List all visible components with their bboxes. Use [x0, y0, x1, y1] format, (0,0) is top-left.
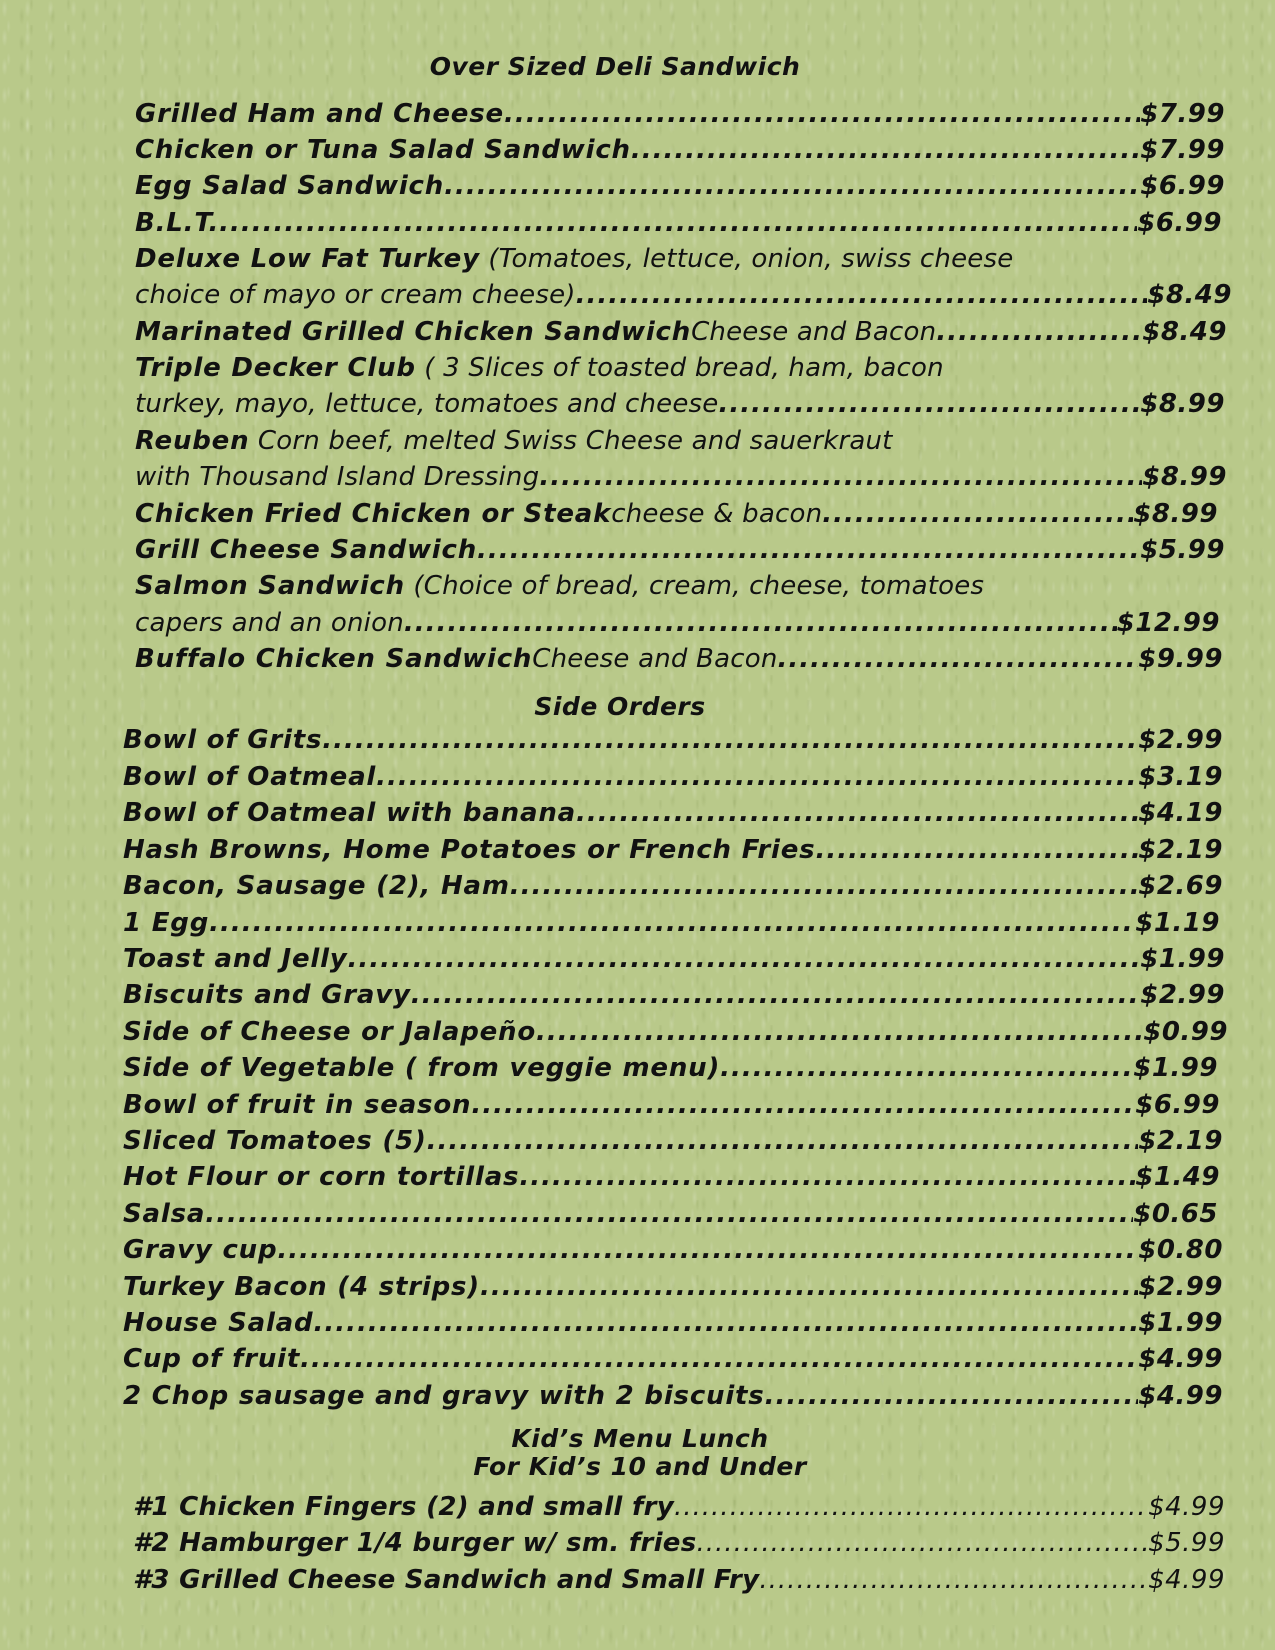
- menu-item-oatmeal-banana: [123, 795, 1223, 831]
- item-name: Gravy cup: [123, 1235, 278, 1265]
- menu-item-side-vegetable: [123, 1050, 1218, 1086]
- dot-leader: [576, 277, 1148, 313]
- dot-leader: [631, 132, 1140, 168]
- dot-leader: [504, 96, 1140, 132]
- menu-item-triple-decker-line1: [135, 350, 944, 386]
- kids-item-grilled-cheese: [133, 1562, 1225, 1598]
- item-price: $0.80: [1138, 1235, 1223, 1265]
- item-price: $1.19: [1135, 908, 1220, 938]
- sides-section-title: Side Orders: [534, 692, 706, 721]
- item-description: capers and an onion: [135, 608, 404, 638]
- item-name: Bowl of Oatmeal: [123, 762, 377, 792]
- item-name: Salmon Sandwich: [135, 571, 405, 601]
- item-description: Corn beef, melted Swiss Cheese and sauerkraut: [249, 426, 893, 456]
- dot-leader: [674, 1489, 1148, 1525]
- item-name: #1 Chicken Fingers (2) and small fry: [133, 1492, 674, 1522]
- dot-leader: [205, 1196, 1133, 1232]
- item-name: House Salad: [123, 1308, 314, 1338]
- deli-section-title: Over Sized Deli Sandwich: [429, 52, 801, 81]
- menu-item-cheese-jalapeno: [123, 1014, 1228, 1050]
- item-name: Grill Cheese Sandwich: [135, 535, 478, 565]
- menu-item-chicken-fried-steak: [135, 496, 1218, 532]
- item-price: $0.65: [1133, 1199, 1218, 1229]
- item-name: Bacon, Sausage (2), Ham: [123, 871, 510, 901]
- dot-leader: [376, 759, 1138, 795]
- dot-leader: [427, 1123, 1139, 1159]
- item-name: Bowl of Grits: [123, 725, 323, 755]
- item-price: $5.99: [1140, 535, 1225, 565]
- item-price: $4.99: [1138, 1381, 1223, 1411]
- item-name: Triple Decker Club: [135, 353, 416, 383]
- item-name: Hash Browns, Home Potatoes or French Fries: [123, 835, 816, 865]
- menu-item-tortillas: [123, 1159, 1220, 1195]
- item-price: $7.99: [1140, 99, 1225, 129]
- menu-item-one-egg: [123, 905, 1220, 941]
- menu-item-gravy-cup: [123, 1232, 1223, 1268]
- item-name: #3 Grilled Cheese Sandwich and Small Fry: [133, 1565, 760, 1595]
- kids-item-hamburger: [133, 1525, 1225, 1561]
- menu-item-hash-browns: [123, 832, 1223, 868]
- menu-item-turkey-bacon: [123, 1269, 1223, 1305]
- item-name: Toast and Jelly: [123, 944, 348, 974]
- menu-item-reuben-line1: [135, 423, 893, 459]
- dot-leader: [778, 641, 1139, 677]
- item-description: choice of mayo or cream cheese): [135, 280, 576, 310]
- dot-leader: [720, 1050, 1133, 1086]
- item-name: Chicken Fried Chicken or Steak: [135, 499, 612, 529]
- item-name: Cup of fruit: [123, 1344, 301, 1374]
- item-description: Cheese and Bacon: [532, 644, 778, 674]
- kids-item-chicken-fingers: [133, 1489, 1225, 1525]
- dot-leader: [209, 905, 1135, 941]
- dot-leader: [519, 1159, 1135, 1195]
- dot-leader: [219, 205, 1137, 241]
- item-name: Hot Flour or corn tortillas: [123, 1162, 520, 1192]
- menu-item-chop-sausage-gravy: [123, 1378, 1223, 1414]
- item-price: $0.99: [1143, 1017, 1228, 1047]
- dot-leader: [759, 1562, 1148, 1598]
- menu-item-bowl-of-grits: [123, 722, 1223, 758]
- item-price: $2.19: [1138, 835, 1223, 865]
- item-description: cheese & bacon: [611, 499, 823, 529]
- menu-item-bowl-of-oatmeal: [123, 759, 1223, 795]
- item-price: $5.99: [1148, 1528, 1225, 1558]
- item-price: $2.19: [1138, 1126, 1223, 1156]
- item-name: B.L.T.: [135, 208, 220, 238]
- menu-item-marinated-grilled-chicken: [135, 314, 1227, 350]
- dot-leader: [697, 1525, 1149, 1561]
- item-price: $1.99: [1140, 944, 1225, 974]
- menu-item-salsa: [123, 1196, 1218, 1232]
- menu-item-egg-salad: [135, 168, 1225, 204]
- dot-leader: [510, 868, 1138, 904]
- dot-leader: [411, 977, 1141, 1013]
- menu-item-grilled-ham-cheese: [135, 96, 1225, 132]
- menu-item-triple-decker-line2: [135, 386, 1225, 422]
- item-price: $2.99: [1138, 1272, 1223, 1302]
- item-name: Side of Cheese or Jalapeño: [123, 1017, 537, 1047]
- item-price: $4.19: [1138, 798, 1223, 828]
- item-price: $9.99: [1138, 644, 1223, 674]
- dot-leader: [313, 1305, 1138, 1341]
- item-price: $8.99: [1133, 499, 1218, 529]
- item-name: Side of Vegetable ( from veggie menu): [123, 1053, 721, 1083]
- dot-leader: [477, 532, 1140, 568]
- item-price: $8.99: [1140, 389, 1225, 419]
- dot-leader: [536, 1014, 1143, 1050]
- menu-item-biscuits-gravy: [123, 977, 1225, 1013]
- item-name: Marinated Grilled Chicken Sandwich: [135, 317, 692, 347]
- menu-item-grill-cheese: [135, 532, 1225, 568]
- dot-leader: [576, 795, 1138, 831]
- item-name: Deluxe Low Fat Turkey: [135, 244, 480, 274]
- menu-item-reuben-line2: [135, 459, 1227, 495]
- item-name: 2 Chop sausage and gravy with 2 biscuits: [123, 1381, 765, 1411]
- item-price: $12.99: [1116, 608, 1220, 638]
- dot-leader: [348, 941, 1141, 977]
- item-price: $6.99: [1135, 1090, 1220, 1120]
- item-name: Grilled Ham and Cheese: [135, 99, 504, 129]
- item-price: $4.99: [1148, 1492, 1225, 1522]
- item-price: $3.19: [1138, 762, 1223, 792]
- item-price: $1.49: [1135, 1162, 1220, 1192]
- item-name: Turkey Bacon (4 strips): [123, 1272, 480, 1302]
- item-name: Egg Salad Sandwich: [135, 171, 445, 201]
- dot-leader: [815, 832, 1138, 868]
- dot-leader: [718, 386, 1140, 422]
- item-price: $6.99: [1137, 208, 1222, 238]
- item-name: Bowl of Oatmeal with banana: [123, 798, 576, 828]
- dot-leader: [404, 605, 1117, 641]
- dot-leader: [471, 1087, 1135, 1123]
- item-price: $4.99: [1148, 1565, 1225, 1595]
- menu-item-deluxe-turkey-line1: [135, 241, 1013, 277]
- item-name: Sliced Tomatoes (5): [123, 1126, 427, 1156]
- item-price: $8.49: [1147, 280, 1232, 310]
- menu-item-house-salad: [123, 1305, 1223, 1341]
- item-description: (Tomatoes, lettuce, onion, swiss cheese: [479, 244, 1014, 274]
- item-name: Buffalo Chicken Sandwich: [135, 644, 533, 674]
- item-price: $2.69: [1138, 871, 1223, 901]
- menu-item-cup-of-fruit: [123, 1341, 1223, 1377]
- menu-item-toast-jelly: [123, 941, 1225, 977]
- dot-leader: [539, 459, 1142, 495]
- item-price: $6.99: [1140, 171, 1225, 201]
- menu-item-bacon-sausage-ham: [123, 868, 1223, 904]
- item-name: Chicken or Tuna Salad Sandwich: [135, 135, 631, 165]
- dot-leader: [322, 722, 1138, 758]
- dot-leader: [765, 1378, 1139, 1414]
- item-price: $4.99: [1138, 1344, 1223, 1374]
- item-description: Cheese and Bacon: [691, 317, 937, 347]
- menu-item-buffalo-chicken: [135, 641, 1223, 677]
- menu-item-salmon-line1: [135, 568, 984, 604]
- dot-leader: [480, 1269, 1138, 1305]
- item-price: $2.99: [1140, 980, 1225, 1010]
- menu-item-salmon-line2: [135, 605, 1220, 641]
- item-name: 1 Egg: [123, 908, 210, 938]
- menu-item-blt: [135, 205, 1222, 241]
- item-price: $1.99: [1133, 1053, 1218, 1083]
- menu-item-sliced-tomatoes: [123, 1123, 1223, 1159]
- dot-leader: [444, 168, 1140, 204]
- item-name: Biscuits and Gravy: [123, 980, 411, 1010]
- kids-section-title: Kid’s Menu Lunch: [511, 1424, 769, 1453]
- item-name: Reuben: [135, 426, 250, 456]
- item-name: Salsa: [123, 1199, 206, 1229]
- dot-leader: [822, 496, 1133, 532]
- dot-leader: [936, 314, 1142, 350]
- item-price: $2.99: [1138, 725, 1223, 755]
- item-name: #2 Hamburger 1/4 burger w/ sm. fries: [133, 1528, 697, 1558]
- kids-section-subtitle: For Kid’s 10 and Under: [473, 1452, 807, 1481]
- item-name: Bowl of fruit in season: [123, 1090, 472, 1120]
- item-description: with Thousand Island Dressing: [135, 462, 540, 492]
- dot-leader: [277, 1232, 1138, 1268]
- item-description: (Choice of bread, cream, cheese, tomatoes: [404, 571, 985, 601]
- item-description: turkey, mayo, lettuce, tomatoes and cheese: [135, 389, 719, 419]
- menu-item-deluxe-turkey-line2: [135, 277, 1232, 313]
- item-price: $7.99: [1140, 135, 1225, 165]
- item-price: $1.99: [1138, 1308, 1223, 1338]
- dot-leader: [300, 1341, 1138, 1377]
- item-price: $8.99: [1142, 462, 1227, 492]
- item-price: $8.49: [1142, 317, 1227, 347]
- item-description: ( 3 Slices of toasted bread, ham, bacon: [415, 353, 944, 383]
- menu-item-chicken-tuna-salad: [135, 132, 1225, 168]
- menu-item-bowl-of-fruit: [123, 1087, 1220, 1123]
